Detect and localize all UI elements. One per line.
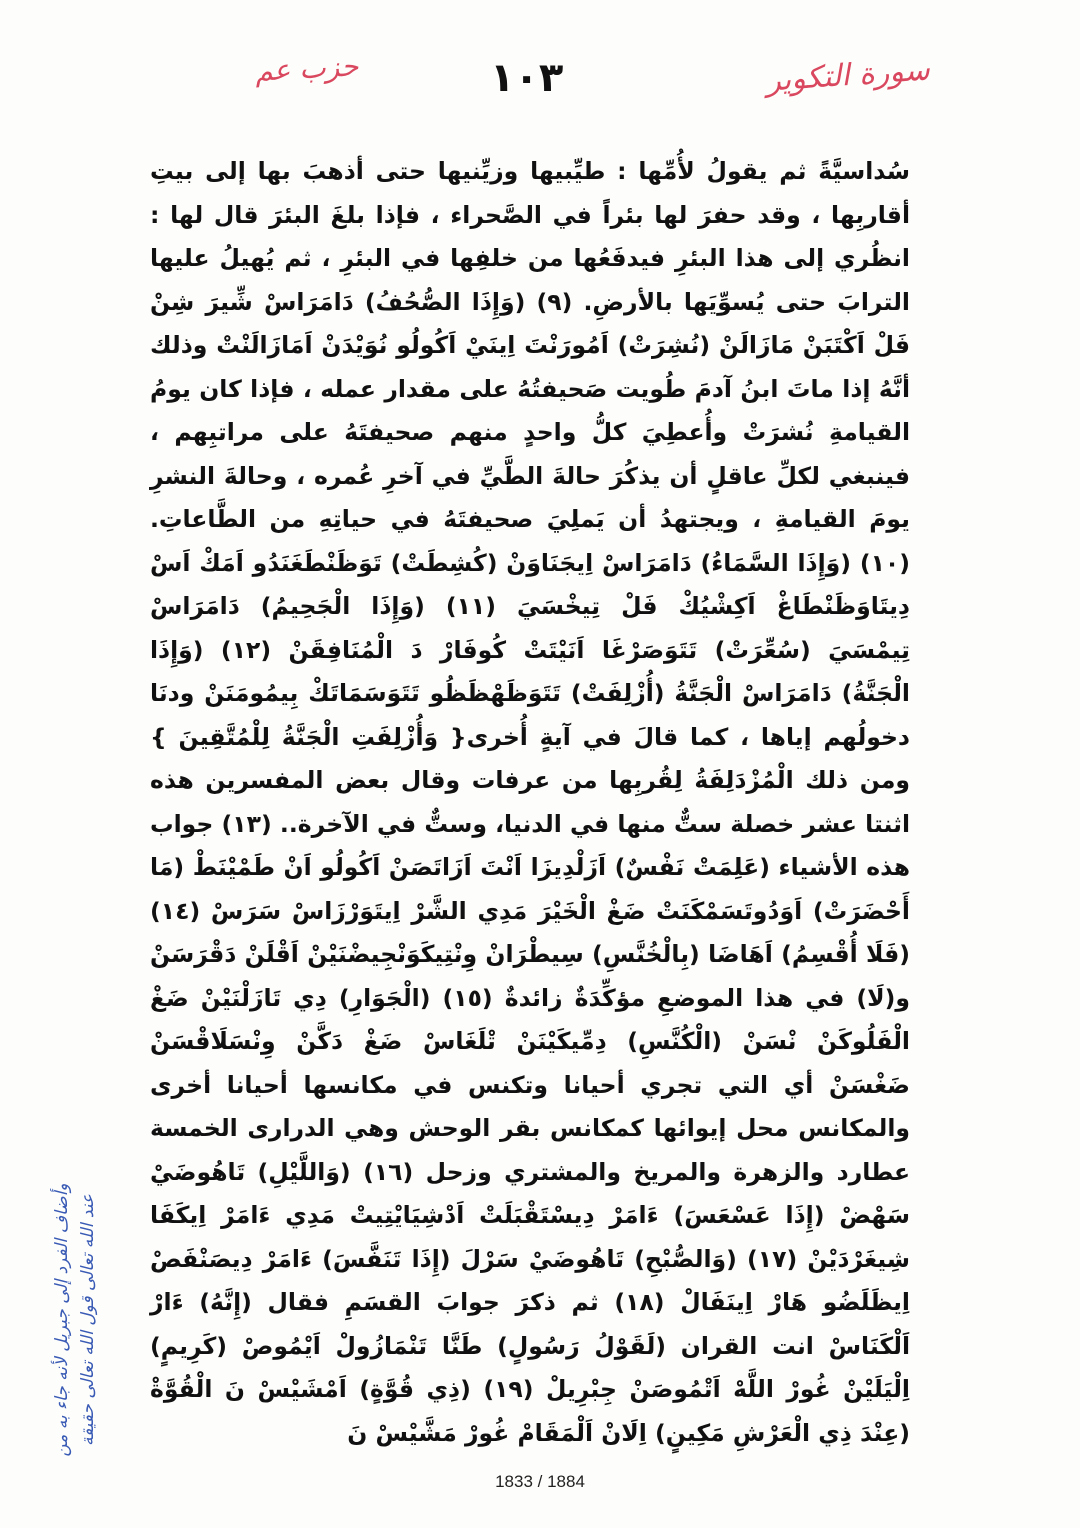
margin-annotation-text: وأضاف الفرد إلى جبريل لأنه جاء به من عند الله تعالى قول الله تعالى حقيقة [52, 1183, 98, 1457]
page-counter: 1833 / 1884 [495, 1472, 585, 1491]
page-number: ١٠٣ [490, 55, 564, 101]
tafsir-body [150, 150, 911, 1447]
surah-title: سورة التكوير [765, 52, 932, 99]
margin-annotation [20, 1165, 130, 1475]
tafsir-paragraph: سُداسيَّةً ثم يقولُ لأُمِّها : طيِّبيها وزيِّنيها حتى أذهبَ بها إلى بيتِ أقاربِها ، وقد حفرَ لها بئراً في الصَّحراء ، فإذا بلغَ البئرَ قال لها : انظُري إلى هذا البئرِ فيدفَعُها من خلفِها في البئرِ ، ثم يُهيلُ عليها الترابَ حتى يُسوِّيَها بالأرضِ. (٩) (وَإِذَا الصُّحُفُ) دَامَرَاسْ شِّيرَ شِنْ فَلْ اَكْتَبَنْ مَازَالَنْ (نُشِرَتْ) اَمُورَنْتَ اِينَيْ اَكُولُو نُوَيْدَنْ اَمَازَالَنْتْ وذلك أنَّهُ إذا ماتَ ابنُ آدمَ طُويت صَحيفتُهُ على مقدار عمله ، فإذا كان يومُ القيامةِ نُشرَتْ وأُعطِيَ كلُّ واحدٍ منهم صحيفتَهُ على مراتبِهم ، فينبغي لكلِّ عاقلٍ أن يذكُرَ حالةَ الطَّيِّ في آخرِ عُمره ، وحالةَ النشرِ يومَ القيامةِ ، ويجتهدُ أن يَملِيَ صحيفتَهُ في حياتِهِ من الطَّاعاتِ. (١٠) (وَإِذَا السَّمَاءُ) دَامَرَاسْ اِيجَنَاوَنْ (كُشِطَتْ) تَوَظَنْطَغَنَدُو اَمَكْ اَسْ دِيتَاوَظَنْطَاغْ اَكِشْيُكْ فَلْ تِيخْسَيَ (١١) (وَإِذَا الْجَحِيمُ) دَامَرَاسْ تِيمْسَيَ (سُعِّرَتْ) تَتَوَصَرْغَا اَنَيْتَتْ كُوفَارْ دَ الْمُنَافِقَنْ (١٢) (وَإِذَا الْجَنَّةُ) دَامَرَاسْ الْجَنَّةُ (أُزْلِفَتْ) تَتَوَظَهْظَظُو تَتَوَسَمَاتَكْ بِيمُومَنَنْ ودنَا دخولُهم إياها ، كما قالَ في آيةٍ أُخرى{ وَأُزْلِفَتِ الْجَنَّةُ لِلْمُتَّقِينَ } ومن ذلك الْمُزْدَلِفَةُ لِقُربِها من عرفات وقال بعض المفسرين هذه اثنتا عشر خصلة ستٌّ منها في الدنيا، وستٌّ في الآخرة.. (١٣) جواب هذه الأشياء (عَلِمَتْ نَفْسٌ) اَزَلْدِيزَا اَنْتَ اَزَاتَصَنْ اَكُولُو اَنْ طَمْيْنَطْ (مَا أَحْضَرَتْ) اَوَدُوتَسَمْكَنَتْ ضَغْ الْخَيْرَ مَدِي الشَّرْ اِيتَوَرْزَاسْ سَرَسْ (١٤) (فَلَا أُقْسِمُ) اَهَاضَا (بِالْخُنَّسِ) سِيطْرَانْ وِنْتِيكَوَنْجِيضْنَيْنْ اَقْلَنْ دَقْرَسَنْ و(لَا) في هذا الموضعِ مؤكِّدَةٌ زائدةٌ (١٥) (الْجَوَارِ) دِي تَازَلْنَيْنْ ضَغْ الْفَلُوكَنْ نْسَنْ (الْكُنَّسِ) دِمِّيكَيْنَنْ تْلَغَاسْ ضَغْ دَكَّنْ وِنْسَلَاقْسَنْ ضَغْسَنْ أي التي تجري أحيانا وتكنس في مكانسها أحيانا أخرى والمكانس محل إيوائها كمكانس بقر الوحش وهي الدرارى الخمسة عطارد والزهرة والمريخ والمشتري وزحل (١٦) (وَاللَّيْلِ) تَاهُوضَيْ سَهْضْ (إِذَا عَسْعَسَ) ءَامَرْ دِيسْتَقْبَلَتْ اَدْشِيَايْتِيتْ مَدِي ءَامَرْ اِيكَفَا شِيغَرْدَيْنْ (١٧) (وَالصُّبْحِ) تَاهُوضَيْ سَرْلَ (إِذَا تَنَفَّسَ) ءَامَرْ دِيصَنْفَصْ اِيظَلَضُو هَارْ اِينَفَالْ (١٨) ثم ذكرَ جوابَ القسَمِ فقال (إِنَّهُ) ءَارْ اَلْكَنَاسْ انت القران (لَقَوْلُ رَسُولٍ) طَنَّا تَنْمَازُولْ اَيْمُوصْ (كَرِيمٍ) اِلْيَلَيْنْ غُورْ اللَّهْ اَتْمُوصَنْ جِبْرِيلْ (١٩) (ذِي قُوَّةٍ) اَمْشَيْسْ نَ الْقُوَّةْ (عِنْدَ ذِي الْعَرْشِ مَكِينٍ) اِلَانْ اَلْمَقَامْ غُورْ مَشَّيْسْ نَ [150, 157, 911, 1447]
hizb-label: حزب عم [254, 49, 360, 88]
